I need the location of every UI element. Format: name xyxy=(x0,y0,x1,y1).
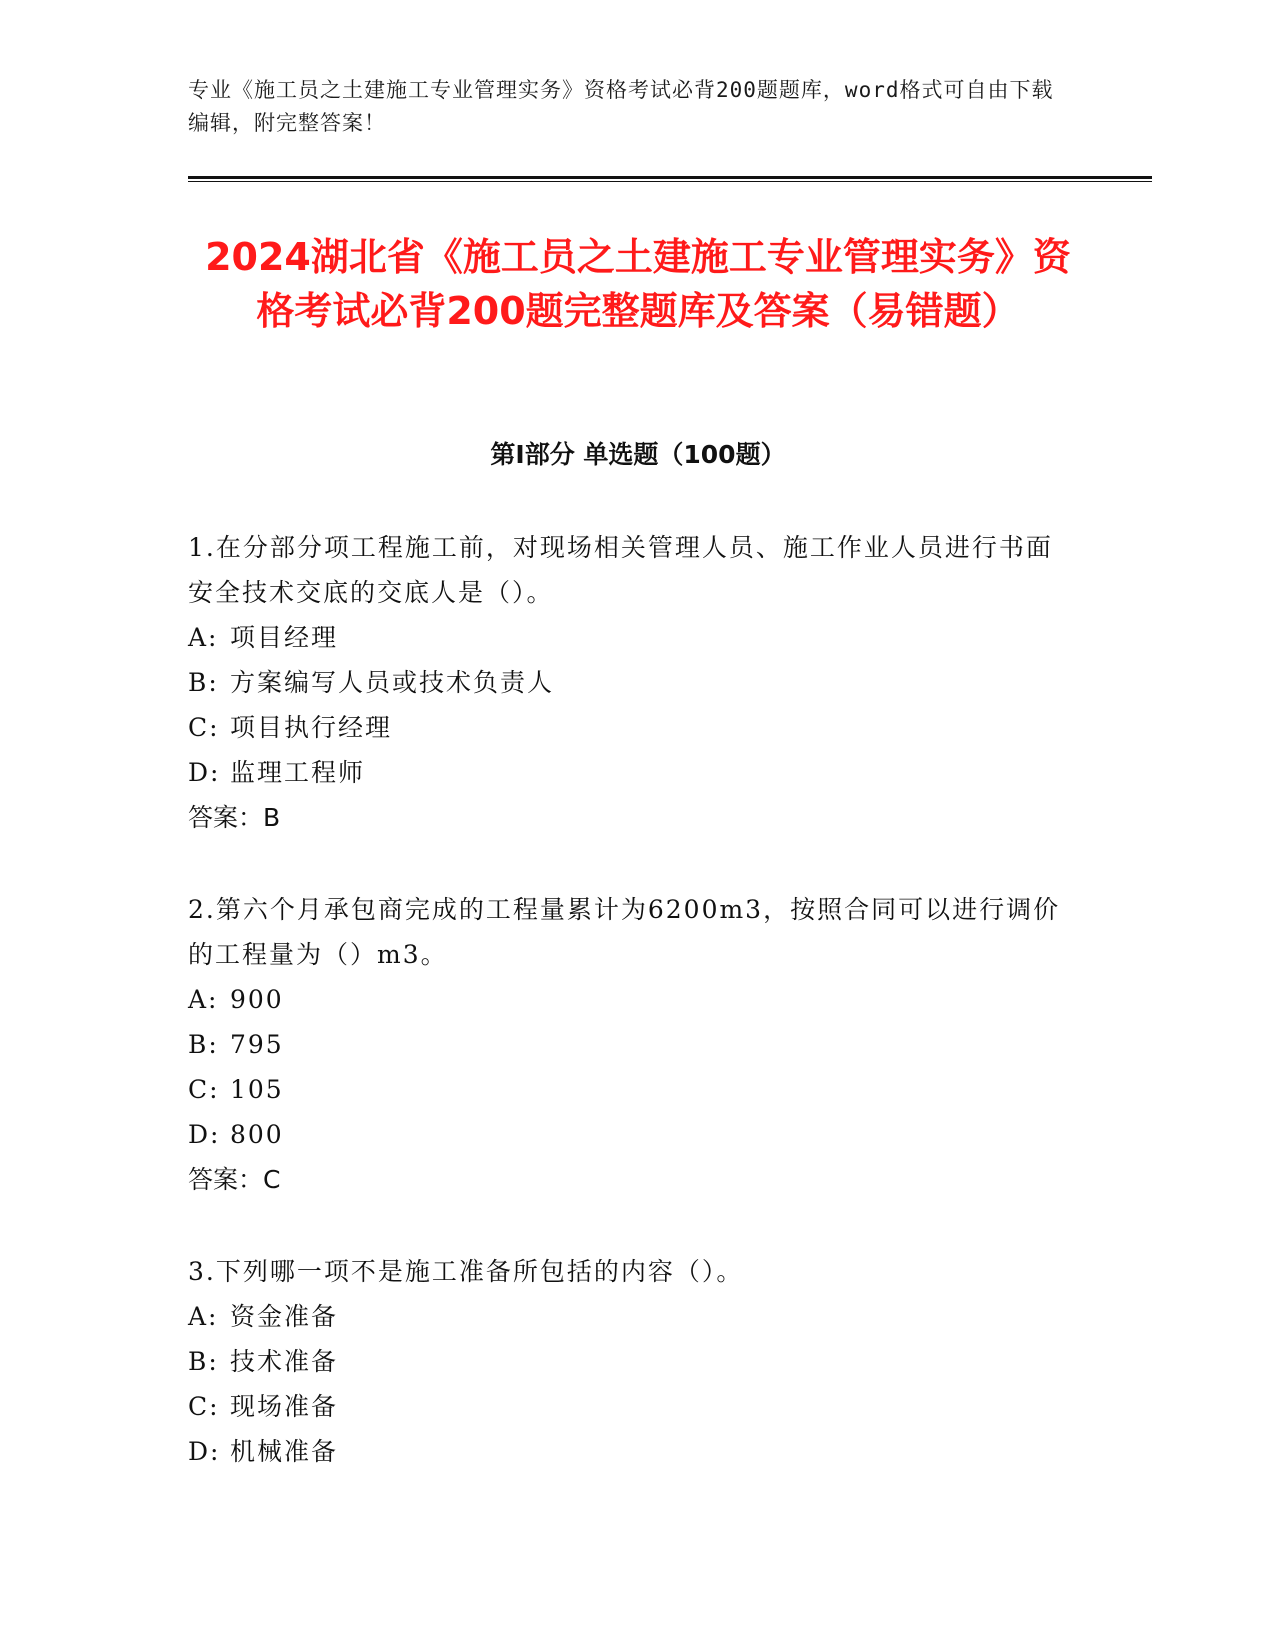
option-letter: B: xyxy=(188,1030,219,1059)
option-text: 105 xyxy=(230,1075,284,1104)
option-c xyxy=(188,1384,1068,1429)
header-divider-thin xyxy=(188,181,1152,182)
header-note: 专业《施工员之土建施工专业管理实务》资格考试必背200题题库，word格式可自由下载编辑，附完整答案！ xyxy=(188,78,1054,135)
option-text: 技术准备 xyxy=(230,1347,339,1376)
section-title: 第I部分 单选题（100题） xyxy=(490,440,786,469)
option-d xyxy=(188,750,1068,795)
option-text: 现场准备 xyxy=(230,1392,339,1421)
question-1 xyxy=(188,525,1068,840)
header-divider-thick xyxy=(188,176,1152,179)
option-d xyxy=(188,1112,1068,1157)
question-stem: 2.第六个月承包商完成的工程量累计为6200m3，按照合同可以进行调价的工程量为（）m3。 xyxy=(188,895,1061,969)
option-c xyxy=(188,705,1068,750)
option-text: 795 xyxy=(230,1030,284,1059)
option-c xyxy=(188,1067,1068,1112)
option-a xyxy=(188,1294,1068,1339)
question-stem: 1.在分部分项工程施工前，对现场相关管理人员、施工作业人员进行书面安全技术交底的交底人是（）。 xyxy=(188,533,1053,607)
option-text: 项目执行经理 xyxy=(230,713,393,742)
question-2 xyxy=(188,887,1068,1202)
document-title: 2024湖北省《施工员之土建施工专业管理实务》资格考试必背200题完整题库及答案（易错题） xyxy=(205,235,1071,333)
option-letter: D: xyxy=(188,1120,221,1149)
option-text: 机械准备 xyxy=(230,1437,339,1466)
option-letter: A: xyxy=(188,623,219,652)
option-letter: C: xyxy=(188,1392,220,1421)
option-text: 资金准备 xyxy=(230,1302,339,1331)
option-a xyxy=(188,977,1068,1022)
option-d xyxy=(188,1429,1068,1474)
option-b xyxy=(188,1339,1068,1384)
option-text: 900 xyxy=(230,985,284,1014)
option-letter: C: xyxy=(188,1075,220,1104)
option-text: 800 xyxy=(230,1120,284,1149)
option-b xyxy=(188,1022,1068,1067)
option-text: 监理工程师 xyxy=(230,758,366,787)
option-letter: A: xyxy=(188,1302,219,1331)
question-stem: 3.下列哪一项不是施工准备所包括的内容（）。 xyxy=(188,1257,744,1286)
option-letter: D: xyxy=(188,758,221,787)
answer-line: 答案：B xyxy=(188,803,281,832)
option-text: 方案编写人员或技术负责人 xyxy=(230,668,555,697)
answer-line: 答案：C xyxy=(188,1165,281,1194)
question-list xyxy=(188,525,1068,1521)
option-text: 项目经理 xyxy=(230,623,339,652)
option-letter: B: xyxy=(188,668,219,697)
option-letter: D: xyxy=(188,1437,221,1466)
option-letter: B: xyxy=(188,1347,219,1376)
option-b xyxy=(188,660,1068,705)
question-3 xyxy=(188,1249,1068,1474)
option-letter: A: xyxy=(188,985,219,1014)
option-a xyxy=(188,615,1068,660)
option-letter: C: xyxy=(188,713,220,742)
